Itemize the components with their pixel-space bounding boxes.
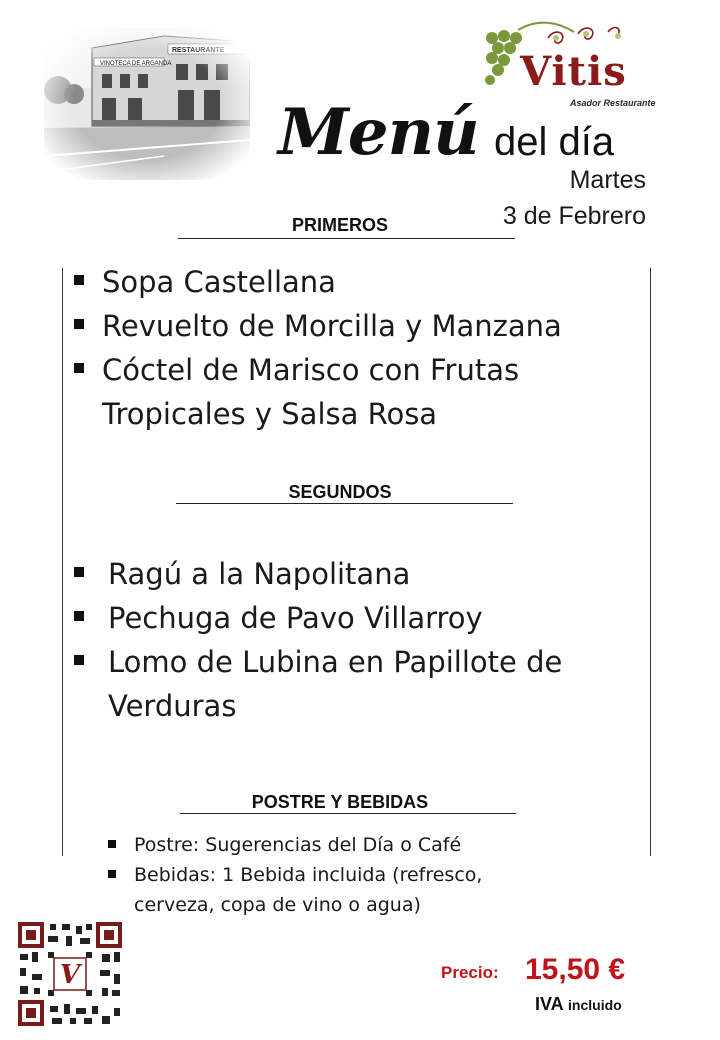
- frame-line-left: [62, 268, 63, 856]
- price-value: 15,50 €: [525, 953, 626, 986]
- bullet-icon: [108, 840, 116, 848]
- qr-code: [18, 922, 122, 1026]
- list-item: Lomo de Lubina en Papillote de: [72, 640, 562, 684]
- section-underline: [176, 503, 513, 504]
- day-label: Martes: [569, 166, 646, 194]
- section-title-postre: POSTRE Y BEBIDAS: [251, 792, 429, 812]
- list-item-continuation: Verduras: [108, 689, 237, 723]
- logo-name: Vitis: [520, 48, 627, 95]
- section-underline: [178, 238, 515, 239]
- title-del-dia: del día: [494, 120, 615, 164]
- price-label: Precio:: [441, 963, 499, 982]
- list-item: Sopa Castellana: [72, 260, 562, 304]
- frame-line-right: [650, 268, 651, 856]
- bullet-icon: [74, 275, 84, 285]
- list-item: Postre: Sugerencias del Día o Café: [106, 830, 482, 860]
- list-item-continuation: Tropicales y Salsa Rosa: [102, 397, 438, 431]
- list-primeros: [72, 260, 562, 436]
- qr-logo-letter: V: [59, 960, 81, 990]
- logo-subtitle: Asador Restaurante: [570, 98, 656, 108]
- list-item: Pechuga de Pavo Villarroy: [72, 596, 562, 640]
- bullet-icon: [108, 870, 116, 878]
- section-title-primeros: PRIMEROS: [291, 215, 388, 235]
- list-postre: [106, 830, 482, 920]
- list-segundos: [72, 552, 562, 728]
- restaurant-photo: [44, 28, 250, 180]
- iva-note: IVA incluido: [535, 994, 622, 1014]
- list-item: Bebidas: 1 Bebida incluida (refresco,: [106, 860, 482, 890]
- bullet-icon: [74, 567, 84, 577]
- list-item: Cóctel de Marisco con Frutas: [72, 348, 562, 392]
- list-item-continuation: cerveza, copa de vino o agua): [134, 894, 421, 916]
- section-underline: [180, 813, 516, 814]
- bullet-icon: [74, 363, 84, 373]
- list-item: Revuelto de Morcilla y Manzana: [72, 304, 562, 348]
- section-title-segundos: SEGUNDOS: [288, 482, 392, 502]
- bullet-icon: [74, 611, 84, 621]
- bullet-icon: [74, 319, 84, 329]
- list-item: Ragú a la Napolitana: [72, 552, 562, 596]
- bullet-icon: [74, 655, 84, 665]
- date-label: 3 de Febrero: [502, 202, 646, 230]
- title-menu: Menú: [278, 95, 479, 170]
